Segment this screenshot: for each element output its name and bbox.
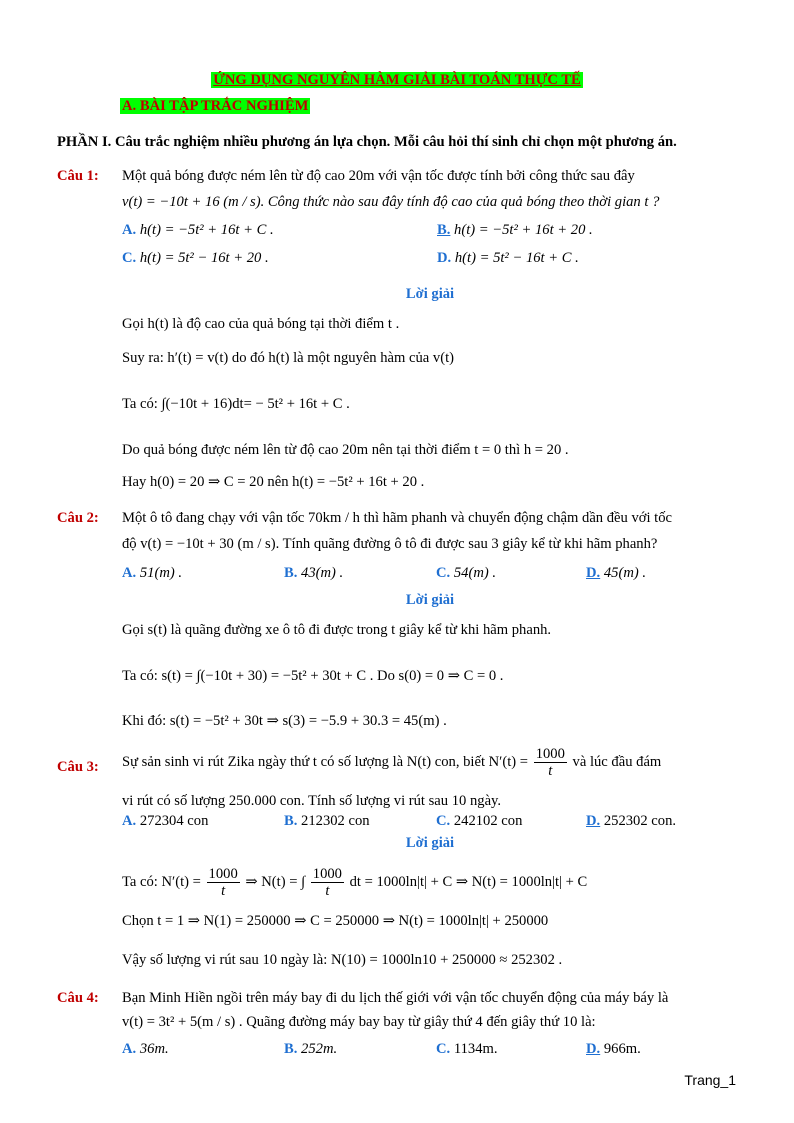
question-4-text-line2: v(t) = 3t² + 5(m / s) . Quãng đường máy bay bay từ giây thứ 4 đến giây thứ 10 là: — [122, 1014, 596, 1030]
q3-fraction: $\frac{1000}{t}$ — [535, 746, 565, 780]
question-3-text-line1: Sự sản sinh vi rút Zika ngày thứ t có số lượng là N(t) con, biết N′(t) = $\frac{1000}{t}$ và lúc đầu đám — [122, 746, 662, 780]
q2-option-d: D. 45(m) . — [586, 565, 647, 581]
question-2-text-line1: Một ô tô đang chạy với vận tốc 70km / h thì hãm phanh và chuyển động chậm dần đều với tốc — [122, 510, 673, 526]
q3-option-a: A. 272304 con — [122, 813, 209, 829]
q3-option-c: C. 242102 con — [436, 813, 523, 829]
section-heading: A. BÀI TẬP TRẮC NGHIỆM — [122, 98, 309, 114]
q1-option-d: D. h(t) = 5t² − 16t + C . — [437, 250, 579, 266]
q2-solution-line3: Khi đó: s(t) = −5t² + 30t ⇒ s(3) = −5.9 + 30.3 = 45(m) . — [122, 713, 447, 729]
question-4-text-line1: Bạn Minh Hiền ngồi trên máy bay đi du lịch thế giới với vận tốc chuyển động của máy báy là — [122, 990, 669, 1006]
page-number: Trang_1 — [684, 1072, 736, 1088]
q2-solution-line2: Ta có: s(t) = ∫(−10t + 30) = −5t² + 30t + C . Do s(0) = 0 ⇒ C = 0 . — [122, 668, 504, 684]
q3-solution-line1: Ta có: N′(t) = $\frac{1000}{t}$ ⇒ N(t) = ∫ $\frac{1000}{t}$ dt = 1000ln|t| + C ⇒ N(t) = 1000ln|t| + C — [122, 866, 588, 900]
q4-option-c: C. 1134m. — [436, 1041, 498, 1057]
q2-solution-heading: Lời giải — [405, 592, 455, 608]
q2-option-b: B. 43(m) . — [284, 565, 344, 581]
q3-solution-line2: Chọn t = 1 ⇒ N(1) = 250000 ⇒ C = 250000 ⇒ N(t) = 1000ln|t| + 250000 — [122, 913, 549, 929]
q1-solution-heading: Lời giải — [405, 286, 455, 302]
q3-solution-heading: Lời giải — [405, 835, 455, 851]
q1-option-a: A. h(t) = −5t² + 16t + C . — [122, 222, 274, 238]
question-2-label: Câu 2: — [57, 510, 99, 526]
question-1-text-line1: Một quả bóng được ném lên từ độ cao 20m với vận tốc được tính bởi công thức sau đây — [122, 168, 635, 184]
q2-solution-line1: Gọi s(t) là quãng đường xe ô tô đi được trong t giây kể từ khi hãm phanh. — [122, 622, 552, 638]
q4-option-b: B. 252m. — [284, 1041, 338, 1057]
q3-solution-line3: Vậy số lượng vi rút sau 10 ngày là: N(10) = 1000ln10 + 250000 ≈ 252302 . — [122, 952, 563, 968]
q1-solution-line3: Ta có: ∫(−10t + 16)dt= − 5t² + 16t + C . — [122, 396, 350, 412]
q1-option-b: B. h(t) = −5t² + 16t + 20 . — [437, 222, 593, 238]
question-3-label: Câu 3: — [57, 759, 99, 775]
page-title: ỨNG DỤNG NGUYÊN HÀM GIẢI BÀI TOÁN THỰC TẾ — [213, 72, 581, 88]
q2-option-c: C. 54(m) . — [436, 565, 497, 581]
q1-solution-line4: Do quả bóng được ném lên từ độ cao 20m nên tại thời điểm t = 0 thì h = 20 . — [122, 442, 569, 458]
q4-option-d: D. 966m. — [586, 1041, 641, 1057]
q1-solution-line2: Suy ra: h′(t) = v(t) do đó h(t) là một nguyên hàm của v(t) — [122, 350, 455, 366]
q2-option-a: A. 51(m) . — [122, 565, 183, 581]
question-2-text-line2: độ v(t) = −10t + 30 (m / s). Tính quãng đường ô tô đi được sau 3 giây kể từ khi hãm phanh? — [122, 536, 658, 552]
q3-option-d: D. 252302 con. — [586, 813, 677, 829]
question-3-text-line2: vi rút có số lượng 250.000 con. Tính số lượng vi rút sau 10 ngày. — [122, 793, 502, 809]
q4-option-a: A. 36m. — [122, 1041, 169, 1057]
q1-solution-line5: Hay h(0) = 20 ⇒ C = 20 nên h(t) = −5t² + 16t + 20 . — [122, 474, 425, 490]
q1-solution-line1: Gọi h(t) là độ cao của quả bóng tại thời điểm t . — [122, 316, 400, 332]
q1-option-c: C. h(t) = 5t² − 16t + 20 . — [122, 250, 269, 266]
question-1-label: Câu 1: — [57, 168, 99, 184]
question-1-text-line2: v(t) = −10t + 16 (m / s). Công thức nào sau đây tính độ cao của quả bóng theo thời gian t ? — [122, 194, 660, 210]
q3-option-b: B. 212302 con — [284, 813, 370, 829]
part-instruction: PHẦN I. Câu trắc nghiệm nhiều phương án lựa chọn. Mỗi câu hỏi thí sinh chỉ chọn một phương án. — [57, 134, 677, 150]
question-4-label: Câu 4: — [57, 990, 99, 1006]
